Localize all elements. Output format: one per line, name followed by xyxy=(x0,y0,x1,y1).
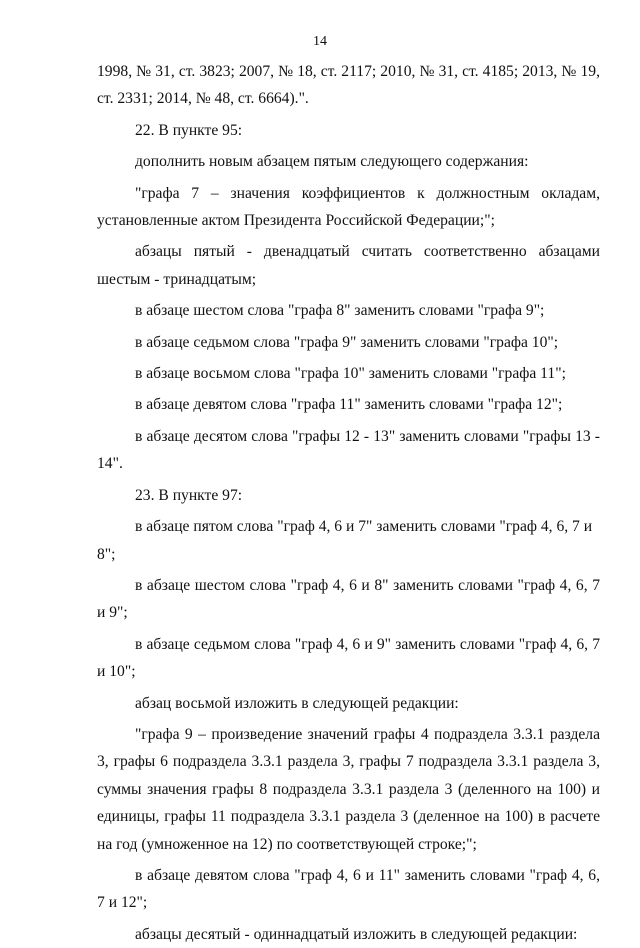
paragraph-sixth-graf: в абзаце шестом слова "граф 4, 6 и 8" заменить словами "граф 4, 6, 7 и 9"; xyxy=(97,576,600,622)
paragraph-item-23: 23. В пункте 97: xyxy=(135,486,243,504)
paragraph-sixth: в абзаце шестом слова "графа 8" заменить словами "графа 9"; xyxy=(135,302,545,320)
paragraph-ninth-graf: в абзаце девятом слова "граф 4, 6 и 11" заменить словами "граф 4, 6, 7 и 12"; xyxy=(97,866,600,912)
document-body xyxy=(97,58,600,948)
paragraph-ninth: в абзаце девятом слова "графа 11" заменить словами "графа 12"; xyxy=(135,396,563,414)
paragraph-eighth-edit: абзац восьмой изложить в следующей редакции: xyxy=(135,694,459,712)
paragraph-item-22: 22. В пункте 95: xyxy=(135,121,243,139)
page-number: 14 xyxy=(313,34,327,49)
paragraph-seventh-graf: в абзаце седьмом слова "граф 4, 6 и 9" заменить словами "граф 4, 6, 7 и 10"; xyxy=(97,635,600,681)
paragraph-column-9: "графа 9 – произведение значений графы 4 подраздела 3.3.1 раздела 3, графы 6 подраздела 3.3.1 раздела 3, графы 7 подраздела 3.3.1 раздела 3, суммы значения графы 8 подраздела 3.3.1 раздела 3 (деленного на 100) и единицы, графы 11 подраздела 3.3.1 раздела 3 (деленное на 100) в расчете на год (умноженное на 12) по соответствующей строке;"; xyxy=(97,725,600,853)
paragraph-tenth-eleventh: абзацы десятый - одиннадцатый изложить в следующей редакции: xyxy=(135,925,578,943)
paragraph-add-new: дополнить новым абзацем пятым следующего содержания: xyxy=(135,153,529,171)
paragraph-renumber: абзацы пятый - двенадцатый считать соответственно абзацами шестым - тринадцатым; xyxy=(97,243,600,288)
paragraph-fifth-graf: в абзаце пятом слова "граф 4, 6 и 7" заменить словами "граф 4, 6, 7 и 8"; xyxy=(97,518,593,563)
paragraph-eighth: в абзаце восьмом слова "графа 10" заменить словами "графа 11"; xyxy=(135,365,566,383)
paragraph-tenth: в абзаце десятом слова "графы 12 - 13" заменить словами "графы 13 - 14". xyxy=(97,427,600,473)
paragraph-citation-continuation: 1998, № 31, ст. 3823; 2007, № 18, ст. 2117; 2010, № 31, ст. 4185; 2013, № 19, ст. 2331; 2014, № 48, ст. 6664).". xyxy=(97,63,600,108)
paragraph-seventh: в абзаце седьмом слова "графа 9" заменить словами "графа 10"; xyxy=(135,333,559,351)
paragraph-column-7: "графа 7 – значения коэффициентов к должностным окладам, установленные актом Президента Российской Федерации;"; xyxy=(97,184,600,230)
